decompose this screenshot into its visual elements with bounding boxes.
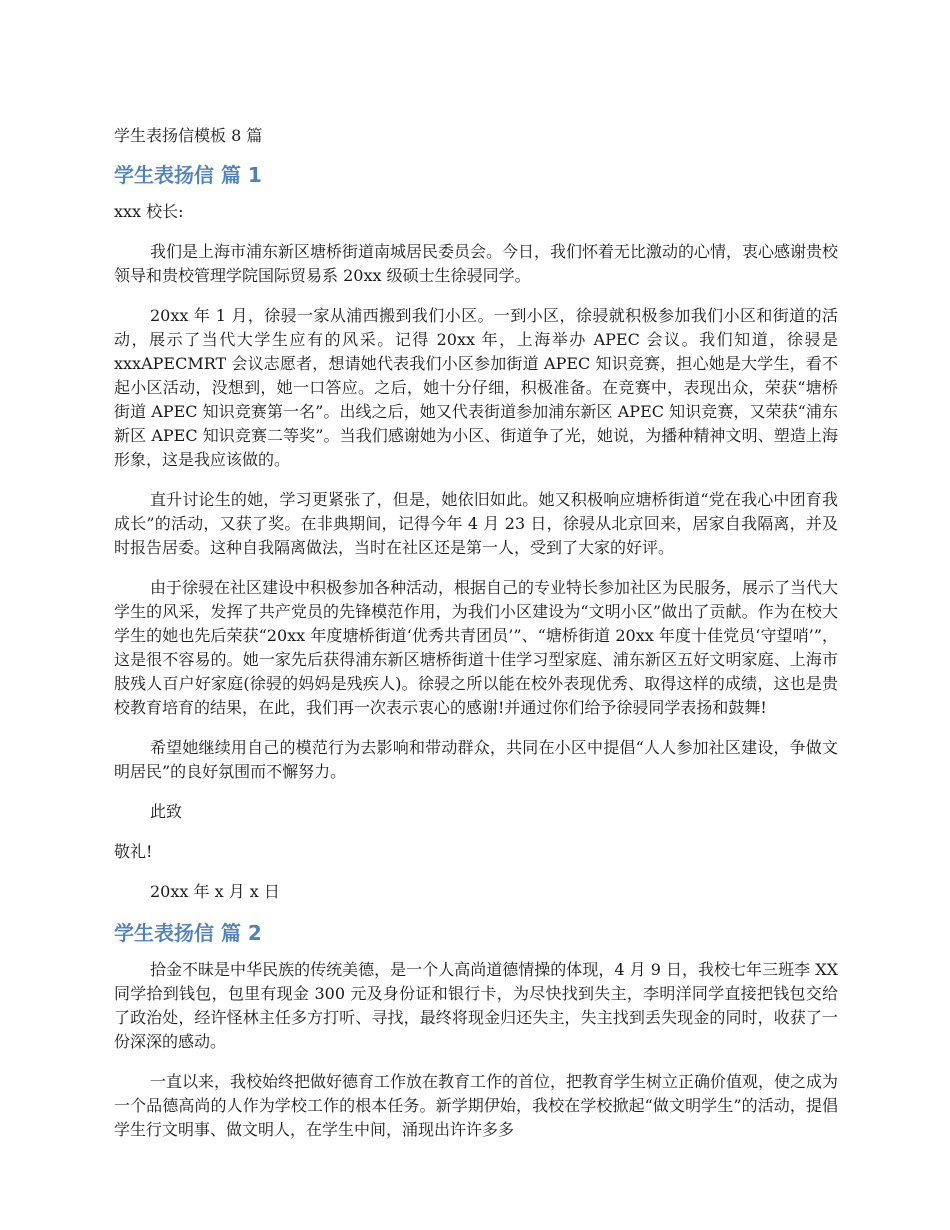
paragraph: 拾金不昧是中华民族的传统美德，是一个人高尚道德情操的体现，4 月 9 日，我校七年三班李 XX 同学拾到钱包，包里有现金 300 元及身份证和银行卡，为尽快找到失主，李明洋同学直接把钱包交给了政治处，经许怪林主任多方打听、寻找，最终将现金归还失主，失主找到丢失现金的同时，收获了一份深深的感动。 <box>114 960 838 1051</box>
regards-text: 敬礼! <box>114 842 153 861</box>
section-heading-1: 学生表扬信 篇 1 <box>114 163 262 187</box>
document-page <box>114 124 838 1158</box>
paragraph: 直升讨论生的她，学习更紧张了，但是，她依旧如此。她又积极响应塘桥街道“党在我心中团育我成长”的活动，又获了奖。在非典期间，记得今年 4 月 23 日，徐骎从北京回来，居家自我隔离，并及时报告居委。这种自我隔离做法，当时在社区还是第一人，受到了大家的好评。 <box>114 490 838 557</box>
paragraph: 一直以来，我校始终把做好德育工作放在教育工作的首位，把教育学生树立正确价值观，使之成为一个品德高尚的人作为学校工作的根本任务。新学期伊始，我校在学校掀起“做文明学生”的活动，提倡学生行文明事、做文明人，在学生中间，涌现出许许多多 <box>114 1072 839 1139</box>
closing-text: 此致 <box>150 802 183 821</box>
paragraph: 20xx 年 1 月，徐骎一家从浦西搬到我们小区。一到小区，徐骎就积极参加我们小区和街道的活动，展示了当代大学生应有的风采。记得 20xx 年，上海举办 APEC 会议。我们知道，徐骎是 xxxAPECMRT 会议志愿者，想请她代表我们小区参加街道 APEC 知识竞赛，担心她是大学生，看不起小区活动，没想到，她一口答应。之后，她十分仔细，积极准备。在竞赛中，表现出众，荣获“塘桥街道 APEC 知识竞赛第一名”。出线之后，她又代表街道参加浦东新区 APEC 知识竞赛，又荣获“浦东新区 APEC 知识竞赛二等奖”。当我们感谢她为小区、街道争了光，她说，为播种精神文明、塑造上海形象，这是我应该做的。 <box>114 306 838 469</box>
paragraph: 由于徐骎在社区建设中积极参加各种活动，根据自己的专业特长参加社区为民服务，展示了当代大学生的风采，发挥了共产党员的先锋模范作用，为我们小区建设为“文明小区”做出了贡献。作为在校大学生的她也先后荣获“20xx 年度塘桥街道‘优秀共青团员’”、“塘桥街道 20xx 年度十佳党员‘守望哨’”，这是很不容易的。她一家先后获得浦东新区塘桥街道十佳学习型家庭、浦东新区五好文明家庭、上海市肢残人百户好家庭(徐骎的妈妈是残疾人)。徐骎之所以能在校外表现优秀、取得这样的成绩，这也是贵校教育培育的结果，在此，我们再一次表示衷心的感谢!并通过你们给予徐骎同学表扬和鼓舞! <box>114 578 839 717</box>
section-heading-2: 学生表扬信 篇 2 <box>114 921 262 945</box>
paragraph: 希望她继续用自己的模范行为去影响和带动群众，共同在小区中提倡“人人参加社区建设，争做文明居民”的良好氛围而不懈努力。 <box>114 738 838 781</box>
paragraph: 我们是上海市浦东新区塘桥街道南城居民委员会。今日，我们怀着无比激动的心情，衷心感谢贵校领导和贵校管理学院国际贸易系 20xx 级硕士生徐骎同学。 <box>114 242 839 285</box>
salutation: xxx 校长: <box>114 202 184 221</box>
document-title: 学生表扬信模板 8 篇 <box>114 126 263 145</box>
date-text: 20xx 年 x 月 x 日 <box>150 882 280 901</box>
